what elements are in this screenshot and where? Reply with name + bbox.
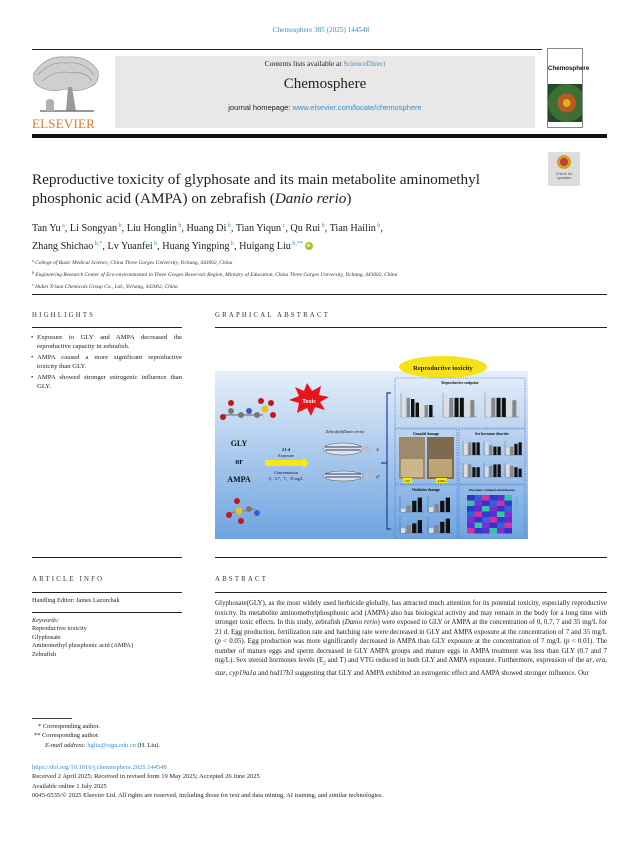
endpoint-bar <box>444 395 448 417</box>
ga-bottom-rule-left <box>32 557 182 558</box>
heatmap-cell <box>467 501 475 507</box>
heatmap-cell <box>482 528 490 534</box>
hormone-bar <box>519 469 522 477</box>
abstract-text-segment: star <box>215 669 226 678</box>
endpoint-bar <box>416 403 419 417</box>
ga-bottom-rule-right <box>215 557 607 558</box>
oxidative-bar <box>440 501 444 512</box>
gene-expression-heatmap <box>467 495 518 534</box>
affiliations <box>32 256 592 293</box>
elsevier-wordmark: ELSEVIER <box>32 116 95 131</box>
ga-concentration-values: 0、0.7、7、35 mg/L <box>268 476 304 481</box>
heatmap-color-scale <box>515 497 518 527</box>
affiliation-mark: a <box>32 258 34 263</box>
author-affiliation-mark[interactable]: b <box>375 223 381 229</box>
author-affiliation-mark[interactable]: b,* <box>93 240 103 247</box>
endpoint-bar <box>507 399 511 417</box>
heatmap-cell <box>490 506 498 512</box>
oxidative-bar <box>435 525 439 533</box>
heatmap-cell <box>505 517 513 523</box>
handling-editor: Handling Editor: James Lazorchak <box>32 597 120 604</box>
oxidative-bar <box>418 520 422 533</box>
oxidative-bar <box>412 523 416 533</box>
author-affiliation-mark[interactable]: b <box>176 223 182 229</box>
ga-or-label: or <box>235 457 243 466</box>
copyright: 0045-6535/© 2025 Elsevier Ltd. All rights are reserved, including those for text and data mining, AI training, and similar technologies. <box>32 791 384 799</box>
author-separator: , <box>324 223 330 234</box>
hormone-bar <box>485 442 488 455</box>
author-affiliation-mark[interactable]: b <box>320 223 325 229</box>
abstract-text-segment: p <box>566 637 570 646</box>
highlights-list <box>32 333 182 393</box>
heatmap-cell <box>467 506 475 512</box>
heatmap-cell <box>475 501 483 507</box>
heatmap-cell <box>490 512 498 518</box>
endpoint-bar <box>429 405 432 417</box>
editor-rule <box>32 612 182 613</box>
author-separator: , <box>102 240 108 252</box>
graphical-abstract-figure[interactable] <box>215 353 528 539</box>
homepage-line <box>115 103 535 112</box>
endpoint-bar <box>407 398 410 417</box>
heatmap-cell <box>490 517 498 523</box>
journal-citation-link[interactable]: Chemosphere 385 (2025) 144548 <box>272 26 370 34</box>
ga-ampa-label: AMPA <box>227 475 251 484</box>
homepage-prefix: journal homepage: <box>228 103 293 112</box>
keyword: Glyphosate <box>32 633 61 641</box>
corresponding-author-1: * Corresponding author. <box>38 723 100 730</box>
heatmap-cell <box>490 523 498 529</box>
abstract-text-segment: < 0.01). The number of mature eggs and sperm decreased in GLY AMPA groups and mature eggs in AMPA treatment was less than GLY (0.7 and 7 mg/L). Sex steroid hormones levels (E <box>215 637 607 665</box>
author-name[interactable]: Lv Yuanfei <box>107 240 153 252</box>
heatmap-cell <box>482 512 490 518</box>
title-species: Danio rerio <box>274 190 347 207</box>
received-dates: Received 2 April 2025; Received in revised form 19 May 2025; Accepted 26 June 2025 <box>32 773 260 781</box>
ga-zebrafish-label: Zebrafish(Danio rerio) <box>325 429 365 434</box>
heatmap-cell <box>490 495 498 501</box>
endpoint-bar <box>465 399 469 417</box>
hormone-bar <box>477 442 480 455</box>
sex-hormone-panel-title: Sex hormone disorder <box>475 432 509 436</box>
hormone-bar <box>506 464 509 477</box>
hormone-bar <box>477 467 480 477</box>
abstract-body <box>215 599 607 679</box>
heatmap-cell <box>505 501 513 507</box>
oxidative-panel-title: Oxidative damage <box>412 488 440 492</box>
author-affiliation-mark[interactable]: b <box>226 223 231 229</box>
ga-duration: 21 d <box>282 447 290 452</box>
endpoint-bar <box>512 400 516 417</box>
abstract-text-segment: cyp19a1a <box>229 669 257 678</box>
email-label: E-mail address: <box>45 741 86 749</box>
cover-title: Chemosphere <box>548 65 590 72</box>
endpoint-bar <box>402 395 405 417</box>
affiliation-rule <box>32 294 607 295</box>
oxidative-bar <box>407 525 411 533</box>
endpoint-panel-title: Reproductive endpoint <box>441 381 479 385</box>
abstract-text-segment: 2 <box>323 661 326 667</box>
article-info-rule <box>32 592 182 593</box>
orcid-icon[interactable] <box>305 242 313 250</box>
toxic-label: Toxic <box>302 399 316 405</box>
oxidative-bar <box>435 504 439 512</box>
author-separator: , <box>380 223 383 234</box>
affiliation-text: Engineering Research Center of Eco-environmental in Three Gorges Reservoir Region, Ministry of Education, China Three Gorges University, Yichang, 443002, China <box>35 272 398 279</box>
hormone-bar <box>468 442 471 455</box>
highlights-rule <box>32 327 182 328</box>
heatmap-cell <box>467 523 475 529</box>
oxidative-bar <box>418 498 422 512</box>
cover-artwork <box>548 84 582 122</box>
doi-link[interactable]: https://doi.org/10.1016/j.chemosphere.2025.144548 <box>32 764 167 771</box>
hormone-bar <box>514 467 517 477</box>
endpoint-bar <box>411 399 414 417</box>
affiliation <box>32 280 592 292</box>
endpoint-bar <box>486 395 490 417</box>
affiliation <box>32 256 592 268</box>
keyword: Aminomethyl phosphonic acid (AMPA) <box>32 642 134 650</box>
heatmap-cell <box>490 501 498 507</box>
author-name[interactable]: Huang Di <box>186 223 227 234</box>
heatmap-cell <box>482 517 490 523</box>
heatmap-cell <box>475 512 483 518</box>
abstract-text-segment: ar <box>586 656 593 665</box>
heatmap-cell <box>497 506 505 512</box>
highlights-heading: HIGHLIGHTS <box>32 312 96 319</box>
heatmap-cell <box>497 501 505 507</box>
heatmap-cell <box>505 528 513 534</box>
publication-info <box>32 763 383 800</box>
footnote-rule <box>32 718 72 719</box>
heatmap-cell <box>490 528 498 534</box>
author-separator: , <box>181 223 187 234</box>
heatmap-cell <box>482 501 490 507</box>
affiliation <box>32 268 592 280</box>
heatmap-cell <box>497 517 505 523</box>
heatmap-cell <box>475 517 483 523</box>
footnotes <box>34 722 160 750</box>
oxidative-bar <box>412 501 416 512</box>
heatmap-cell <box>482 506 490 512</box>
oxidative-bar <box>401 528 405 533</box>
endpoint-bar <box>497 398 501 417</box>
author-name[interactable]: Tian Hailin <box>329 223 376 234</box>
heatmap-cell <box>467 517 475 523</box>
author-list <box>32 219 552 254</box>
abstract-text-segment: Glyphosate(GLY), as the most widely used herbicide globally, has attracted much attention for its potential toxicity, especially reproductive toxicity. Its metabolite aminomethylphosphonic acid (AMPA) also has biological activity and may remain in the body for a long time with stronger toxic effects. In this study, zebrafish ( <box>215 599 607 627</box>
hormone-bar <box>493 447 496 455</box>
female-symbol: ♀ <box>375 446 381 454</box>
graphical-abstract-heading: GRAPHICAL ABSTRACT <box>215 312 331 319</box>
oxidative-bar <box>440 522 444 533</box>
author-name[interactable]: Huang Yingping <box>162 240 230 252</box>
heatmap-cell <box>475 523 483 529</box>
affiliation-mark: b <box>32 270 34 276</box>
affiliation-text: College of Basic Medical Science, China Three Gorges University, Yichang, 443002, China <box>35 260 233 266</box>
abstract-text-segment: Danio rerio <box>344 618 378 627</box>
crossmark-icon <box>557 155 571 169</box>
sciencedirect-link[interactable]: ScienceDirect <box>343 59 386 68</box>
hormone-bar <box>464 444 467 455</box>
endpoint-bar <box>491 398 495 417</box>
abstract-text-segment: < 0.05). Egg production was more significantly decreased in AMPA than GLY exposure at the concentration of 7 mg/L ( <box>220 637 567 646</box>
abstract-text-segment: , <box>225 669 230 678</box>
endpoint-bar <box>420 404 423 417</box>
heatmap-cell <box>497 512 505 518</box>
article-title <box>32 170 532 208</box>
author-separator: , <box>234 240 240 252</box>
hormone-bar <box>472 442 475 455</box>
hormone-bar <box>510 447 513 455</box>
abstract-text-segment: and <box>256 669 270 678</box>
oxidative-bar <box>429 507 433 512</box>
gonad-ampa-label: AMPA <box>437 479 446 483</box>
heatmap-cell <box>475 506 483 512</box>
hormone-bar <box>514 444 517 455</box>
journal-cover-image[interactable] <box>547 48 590 128</box>
endpoint-bar <box>449 398 453 417</box>
abstract-text-segment: suggesting that GLY and AMPA exhibited an estrogenic effect and AMPA showed stronger influence. Our <box>293 669 589 678</box>
author-affiliation-mark[interactable]: b <box>152 240 158 247</box>
heatmap-cell <box>467 528 475 534</box>
abstract-text-segment: p <box>217 637 221 646</box>
gonadal-panel-title: Gonadal damage <box>412 432 440 436</box>
keywords <box>32 617 133 659</box>
contents-line <box>115 59 535 68</box>
author-name[interactable]: Li Songyan <box>69 223 118 234</box>
available-online: Available online 1 July 2025 <box>32 782 107 790</box>
hormone-synthesis-panel-title: Hormone synthesis interference <box>469 488 515 492</box>
hormone-bar <box>519 442 522 455</box>
endpoint-bar <box>502 398 506 417</box>
author-separator: , <box>64 223 70 234</box>
heatmap-cell <box>475 495 483 501</box>
email-line <box>34 741 160 750</box>
heatmap-cell <box>467 512 475 518</box>
journal-homepage-link[interactable]: www.elsevier.com/locate/chemosphere <box>292 103 422 112</box>
ga-concentration-label: Concentration <box>274 470 298 475</box>
hormone-bar <box>464 464 467 477</box>
author-affiliation-mark[interactable]: c <box>281 223 286 229</box>
endpoint-bar <box>460 398 464 417</box>
heatmap-cell <box>497 528 505 534</box>
abstract-text-segment: , <box>592 656 597 665</box>
hormone-bar <box>468 464 471 477</box>
hormone-bar <box>510 466 513 477</box>
endpoint-bar <box>470 400 474 417</box>
author-affiliation-mark[interactable]: b <box>229 240 235 247</box>
hormone-bar <box>489 466 492 477</box>
endpoint-bar <box>425 405 428 417</box>
author-affiliation-mark[interactable]: b,** <box>290 240 303 247</box>
header-top-rule <box>32 49 542 50</box>
author-separator: , <box>230 223 236 234</box>
highlight-item: • Exposure to GLY and AMPA decreased the reproductive capacity in zebrafish. <box>32 333 182 351</box>
graphical-abstract-rule <box>215 327 607 328</box>
highlight-item: • AMPA showed stronger estrogenic influence than GLY. <box>32 373 182 391</box>
author-separator: , <box>121 223 127 234</box>
highlight-item: • AMPA caused a more significant reproductive toxicity than GLY. <box>32 353 182 371</box>
heatmap-cell <box>497 523 505 529</box>
heatmap-cell <box>505 495 513 501</box>
endpoint-bar <box>455 398 459 417</box>
abstract-text-segment: hsd17b3 <box>269 669 294 678</box>
email-suffix: (H. Liu). <box>135 741 160 749</box>
heatmap-cell <box>497 495 505 501</box>
heatmap-cell <box>475 528 483 534</box>
author-name[interactable]: Zhang Shichao <box>32 240 94 252</box>
ga-banner-text: Reproductive toxicity <box>413 365 473 372</box>
keyword: Reproductive toxicity <box>32 625 87 633</box>
gonad-gly-label: GLY <box>404 479 411 483</box>
heatmap-cell <box>505 512 513 518</box>
abstract-text-segment: ) were exposed to GLY or AMPA at the concentration of 0, 0.7, 7 and 35 mg/L for 21 d. Egg production, fertilization rate and hatching rate were decreased in GLY and AMPA exposure at the concentration of 7 and 35 mg/L ( <box>215 618 607 646</box>
article-info-heading: ARTICLE INFO <box>32 576 105 583</box>
check-for-updates-button[interactable] <box>548 152 580 186</box>
author-affiliation-mark[interactable]: b <box>117 223 122 229</box>
abstract-text-segment: , <box>605 656 608 665</box>
author-name[interactable]: Liu Honglin <box>126 223 177 234</box>
author-name[interactable]: Qu Rui <box>290 223 321 234</box>
oxidative-bar <box>446 498 450 512</box>
author-separator: , <box>157 240 163 252</box>
journal-banner <box>115 56 535 128</box>
title-text: Reproductive toxicity of glyphosate and its main metabolite aminomethyl phosphonic acid (AMPA) on zebrafish ( <box>32 171 480 207</box>
author-separator: , <box>285 223 291 234</box>
male-symbol: ♂ <box>375 473 381 481</box>
heatmap-cell <box>467 495 475 501</box>
oxidative-bar <box>407 506 411 512</box>
journal-name: Chemosphere <box>283 76 367 92</box>
author-name[interactable]: Tan Yu <box>32 223 61 234</box>
heatmap-cell <box>482 495 490 501</box>
hormone-bar <box>472 467 475 477</box>
header-thick-rule <box>32 134 607 138</box>
author-name[interactable]: Huigang Liu <box>239 240 291 252</box>
affiliation-mark: c <box>32 282 34 288</box>
oxidative-bar <box>401 509 405 512</box>
hormone-bar <box>489 445 492 455</box>
affiliation-text: Hubei Trisun Chemicals Group Co., Ltd., Yichang, 443002, China <box>35 284 178 291</box>
corresponding-author-2: ** Corresponding author. <box>34 732 100 740</box>
hormone-bar <box>485 467 488 477</box>
heatmap-cell <box>482 523 490 529</box>
oxidative-bar <box>446 519 450 533</box>
heatmap-cell <box>505 506 513 512</box>
hormone-bar <box>506 448 509 455</box>
abstract-heading: ABSTRACT <box>215 576 269 583</box>
oxidative-bar <box>429 528 433 533</box>
author-name[interactable]: Tian Yiqun <box>235 223 282 234</box>
hormone-bar <box>493 464 496 477</box>
abstract-text-segment: era <box>596 656 606 665</box>
keyword: Zebrafish <box>32 650 57 658</box>
email-link[interactable]: hgliu@ctgu.edu.cn <box>87 741 136 749</box>
keywords-label: Keywords: <box>32 617 60 624</box>
hormone-bar <box>498 464 501 477</box>
contents-prefix: Contents lists available at <box>264 59 344 68</box>
ga-gly-label: GLY <box>230 439 248 448</box>
abstract-text-segment: and T) and VTG reduced in both GLY and AMPA exposure. Furthermore, expression of the <box>325 656 587 665</box>
title-close: ) <box>346 190 352 207</box>
author-affiliation-mark[interactable]: a <box>60 223 65 229</box>
abstract-rule <box>215 592 607 593</box>
heatmap-cell <box>505 523 513 529</box>
ga-exposure: Exposure <box>278 453 294 458</box>
crossmark-label: Check for updates <box>555 171 573 181</box>
hormone-bar <box>498 447 501 455</box>
